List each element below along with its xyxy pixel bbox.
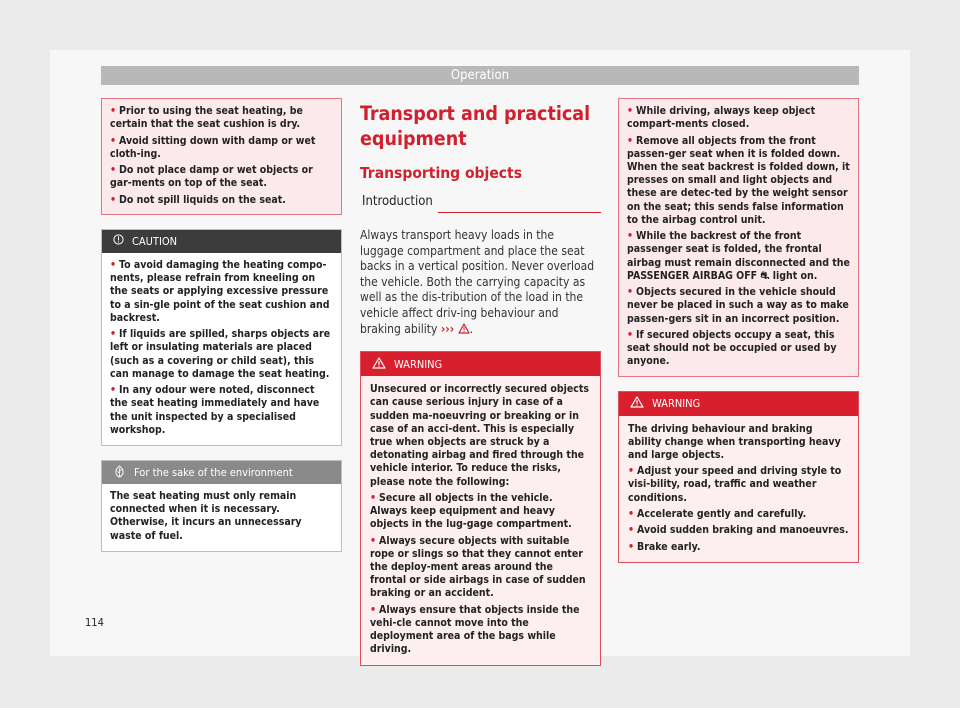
list-item: • Accelerate gently and carefully. <box>628 508 807 521</box>
list-item: • Avoid sudden braking and manoeuvres. <box>628 524 849 537</box>
warning-box-middle <box>360 351 601 665</box>
subsection-title: Introduction <box>362 194 433 209</box>
warning-title: WARNING <box>394 357 443 371</box>
bullet-icon: • <box>628 524 635 537</box>
environment-header <box>102 461 341 484</box>
environment-title: For the sake of the environment <box>134 466 293 479</box>
warning-triangle-icon <box>372 357 386 372</box>
transport-tips-box <box>618 98 859 377</box>
bullet-icon: • <box>110 164 117 177</box>
warning-list <box>370 492 591 657</box>
list-item: • Do not spill liquids on the seat. <box>110 193 286 206</box>
bullet-icon: • <box>110 328 117 341</box>
tips-list <box>627 105 850 369</box>
list-item: • While the backrest of the front passenger seat is folded, the frontal airbag must remain disconnected and the PASSENGER AIRBAG OFF ⛐ light on. <box>627 230 850 282</box>
list-item: • Do not place damp or wet objects or gar-ments on top of the seat. <box>110 164 313 190</box>
bullet-icon: • <box>110 258 117 271</box>
list-item: • If liquids are spilled, sharps objects are left or insulating materials are placed (such as a covering or child seat), this can manage to damage the seat heating. <box>110 328 331 380</box>
list-item: • To avoid damaging the heating compo-nents, please refrain from kneeling on the seats or applying excessive pressure to a sin-gle point of the seat cushion and backrest. <box>110 258 330 324</box>
bullet-icon: • <box>627 134 634 147</box>
chapter-title: Transport and practical equipment <box>360 102 591 150</box>
bullet-icon: • <box>628 465 635 478</box>
bullet-icon: • <box>110 105 117 117</box>
list-item: • Objects secured in the vehicle should never be placed in such a way as to make passen-gers sit in an incorrect position. <box>627 286 849 325</box>
left-column <box>101 98 342 552</box>
list-item: • Remove all objects from the front passen-ger seat when it is folded down. When the seat backrest is folded down, it presses on small and light objects and these are detec-ted by the weight sensor on the seat; this sends false information to the airbag control unit. <box>627 134 850 226</box>
reference-arrow: ››› <box>440 321 455 336</box>
list-item: • Avoid sitting down with damp or wet cloth-ing. <box>110 134 316 160</box>
list-item: • Secure all objects in the vehicle. Always keep equipment and heavy objects in the lug-gage compartment. <box>370 491 572 531</box>
right-column <box>618 98 859 563</box>
warning-intro: Unsecured or incorrectly secured objects can cause serious injury in case of a sudden ma-noeuvring or breaking or in case of an acci-dent. This is especially true when objects are struck by a detonating airbag and fired through the vehicle interior. To reduce the risks, please note the following: <box>370 383 589 488</box>
caution-list <box>110 259 333 437</box>
bullet-icon: • <box>370 603 377 616</box>
list-item: • Always secure objects with suitable rope or slings so that they cannot enter the deploy-ment areas around the frontal or side airbags in case of sudden braking or an accident. <box>370 534 586 600</box>
list-item: • While driving, always keep object compart-ments closed. <box>627 105 816 131</box>
warning-header <box>361 352 600 376</box>
list-item: • Adjust your speed and driving style to visi-bility, road, traffic and weather conditions. <box>628 465 842 504</box>
environment-box <box>101 460 342 552</box>
warning-intro: The driving behaviour and braking ability change when transporting heavy and large objects. <box>628 422 841 462</box>
caution-box <box>101 229 342 446</box>
bullet-icon: • <box>110 134 117 147</box>
tips-list <box>110 105 333 207</box>
warning-header <box>619 392 858 416</box>
list-item: • In any odour were noted, disconnect the seat heating immediately and have the unit inspected by a specialised workshop. <box>110 384 320 436</box>
list-item: • If secured objects occupy a seat, this seat should not be occupied or used by anyone. <box>627 329 837 368</box>
intro-paragraph: Always transport heavy loads in the luggage compartment and place the seat backs in a vertical position. Never overload the vehicle. Both the carrying capacity as well as the dis-tribution of the load in the vehicle affect driv-ing behaviour and braking ability ››› . <box>360 228 601 338</box>
warning-list <box>628 465 849 554</box>
seat-heating-tips-box <box>101 98 342 215</box>
page-number: 114 <box>85 616 104 629</box>
bullet-icon: • <box>628 508 635 521</box>
bullet-icon: • <box>110 384 117 397</box>
section-rule <box>438 212 601 213</box>
leaf-icon <box>113 465 126 481</box>
warning-box-right <box>618 391 859 563</box>
warning-triangle-icon <box>458 323 470 339</box>
page-header: Operation <box>101 66 859 85</box>
bullet-icon: • <box>627 105 634 117</box>
middle-column <box>360 101 601 666</box>
bullet-icon: • <box>110 193 117 206</box>
list-item: • Brake early. <box>628 540 701 553</box>
bullet-icon: • <box>370 491 377 504</box>
bullet-icon: • <box>627 286 634 299</box>
info-circle-icon <box>113 234 124 248</box>
warning-triangle-icon <box>630 396 644 411</box>
warning-title: WARNING <box>652 397 701 411</box>
caution-title: CAUTION <box>132 234 178 248</box>
bullet-icon: • <box>627 329 634 341</box>
list-item: • Always ensure that objects inside the vehi-cle cannot move into the deployment area of the bags while driving. <box>370 603 580 656</box>
bullet-icon: • <box>370 534 377 547</box>
section-title: Transporting objects <box>360 164 523 182</box>
caution-header <box>102 230 341 253</box>
bullet-icon: • <box>627 230 634 243</box>
bullet-icon: • <box>628 540 635 553</box>
environment-text: The seat heating must only remain connected when it is necessary. Otherwise, it incurs an unnecessary waste of fuel. <box>110 490 302 542</box>
list-item: • Prior to using the seat heating, be certain that the seat cushion is dry. <box>110 105 303 131</box>
